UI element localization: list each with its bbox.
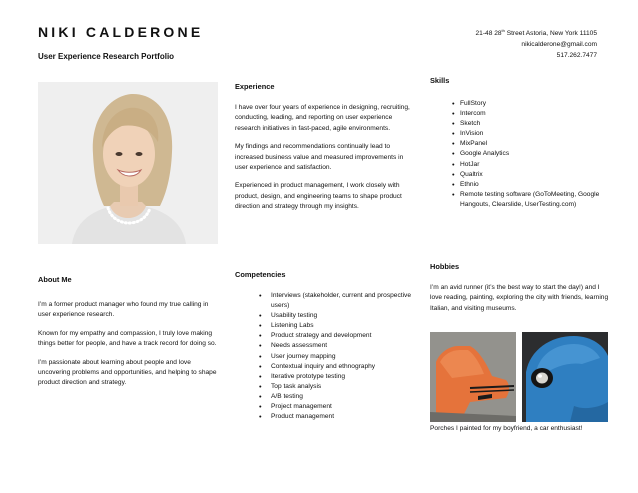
portfolio-subtitle: User Experience Research Portfolio — [38, 52, 175, 61]
competency-item: • Listening Labs — [235, 321, 415, 331]
competency-item: • Needs assessment — [235, 341, 415, 351]
competency-item: • Interviews (stakeholder, current and prospective users) — [235, 291, 415, 311]
about-section — [38, 275, 220, 397]
skill-item: • HotJar — [430, 160, 610, 170]
hobby-paintings — [430, 332, 608, 422]
painting-orange-car — [430, 332, 516, 422]
about-paragraph: Known for my empathy and compassion, I truly love making things better for people, and have a track record for doing so. — [38, 329, 217, 348]
experience-section — [235, 82, 410, 221]
competency-item: • Usability testing — [235, 311, 415, 321]
experience-paragraph: My findings and recommendations continually lead to increased business value and measured improvements in user experience and satisfaction. — [235, 143, 404, 172]
competency-item: • Project management — [235, 402, 415, 412]
skill-item: • Google Analytics — [430, 149, 610, 159]
hobbies-paragraph: I’m an avid runner (it’s the best way to start the day!) and I love reading, painting, exploring the city with friends, learning Italian, and visiting museums. — [430, 284, 609, 312]
skill-item: • Qualtrix — [430, 170, 610, 180]
competency-item: • A/B testing — [235, 392, 415, 402]
competencies-list — [235, 291, 415, 422]
about-paragraph: I’m passionate about learning about people and love uncovering problems and opportunities, and helping to shape product direction and strategy. — [38, 358, 217, 387]
contact-email[interactable]: nikicalderone@gmail.com — [521, 41, 597, 49]
experience-paragraph: Experienced in product management, I work closely with product, design, and engineering teams to shape product direction and strategy through my insights. — [235, 182, 402, 211]
skill-item: • Sketch — [430, 119, 610, 129]
contact-block — [476, 25, 598, 61]
painting-orange-car-illustration — [430, 332, 516, 422]
paintings-caption: Porches I painted for my boyfriend, a car enthusiast! — [430, 425, 583, 432]
competency-item: • Iterative prototype testing — [235, 372, 415, 382]
competency-item: • Product strategy and development — [235, 331, 415, 341]
contact-address — [476, 25, 598, 39]
competency-item: • Contextual inquiry and ethnography — [235, 362, 415, 372]
about-paragraph: I’m a former product manager who found my true calling in user experience research. — [38, 301, 209, 319]
skills-section — [430, 76, 610, 210]
competencies-section — [235, 270, 415, 422]
competencies-heading: Competencies — [235, 270, 286, 279]
portrait-illustration — [38, 82, 218, 244]
skills-heading: Skills — [430, 76, 450, 85]
experience-heading: Experience — [235, 82, 275, 91]
skills-list — [430, 99, 610, 210]
hobbies-heading: Hobbies — [430, 262, 460, 271]
skill-item: • MixPanel — [430, 139, 610, 149]
skill-item: • FullStory — [430, 99, 610, 109]
competency-item: • Product management — [235, 412, 415, 422]
painting-blue-car — [522, 332, 608, 422]
about-heading: About Me — [38, 275, 72, 284]
address-sup: th — [501, 28, 505, 33]
competency-item: • Top task analysis — [235, 382, 415, 392]
address-rest: Street Astoria, New York 11105 — [504, 30, 597, 38]
skill-item: • Ethnio — [430, 180, 610, 190]
portrait-photo — [38, 82, 218, 244]
skill-item: • InVision — [430, 129, 610, 139]
skill-item: • Intercom — [430, 109, 610, 119]
experience-paragraph: I have over four years of experience in designing, recruiting, conducting, leading, and reporting on user experience research initiatives in fast-paced, agile environments. — [235, 104, 410, 132]
skill-item: • Remote testing software (GoToMeeting, Google Hangouts, Clearslide, UserTesting.com) — [430, 190, 610, 210]
address-prefix: 21-48 28 — [475, 30, 502, 38]
name-title: NIKI CALDERONE — [38, 24, 204, 40]
competency-item: • User journey mapping — [235, 352, 415, 362]
contact-phone: 517.262.7477 — [556, 52, 597, 60]
painting-blue-car-illustration — [522, 332, 608, 422]
hobbies-section — [430, 262, 612, 322]
